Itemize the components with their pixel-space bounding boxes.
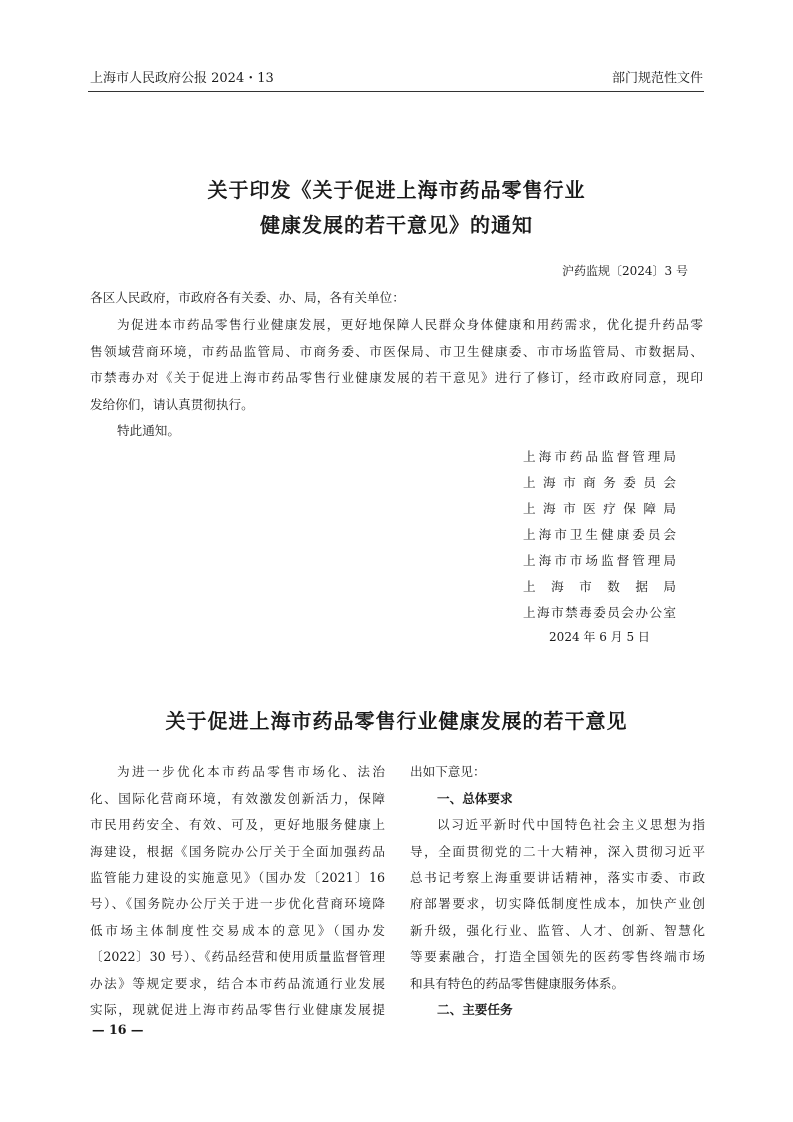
opinions-left-line: 办法》等规定要求，结合本市药品流通行业发展 [90,976,385,991]
signatory: 上海市禁毒委员会办公室 [523,605,676,620]
header-publication: 上海市人民政府公报 2024・13 [90,71,274,86]
opinions-right-line: 出如下意见： [410,764,486,779]
opinions-right-line: 和具有特色的药品零售健康服务体系。 [410,976,625,991]
section-heading: 一、总体要求 [437,791,513,806]
signatory: 上海市药品监督管理局 [523,449,676,464]
notice-title-line-1: 关于印发《关于促进上海市药品零售行业 [207,178,586,202]
opinions-left-line: 监管能力建设的实施意见》（国办发〔2021〕16 [90,870,385,885]
opinions-left-line: 市民用药安全、有效、可及，更好地服务健康上 [90,817,385,832]
page-number: — 16 — [92,1022,144,1037]
signatory: 上海市市场监督管理局 [523,553,676,568]
notice-body-line: 售领域营商环境，市药品监管局、市商务委、市医保局、市卫生健康委、市市场监管局、市数据局、 [90,344,703,359]
notice-title-line-2: 健康发展的若干意见》的通知 [260,213,533,237]
notice-body-line: 市禁毒办对《关于促进上海市药品零售行业健康发展的若干意见》进行了修订，经市政府同意，现印 [90,370,703,385]
opinions-right-line: 以习近平新时代中国特色社会主义思想为指 [437,817,705,832]
opinions-left-line: 低市场主体制度性交易成本的意见》（国办发 [90,923,385,938]
opinions-left-line: 〔2022〕30 号）、《药品经营和使用质量监督管理 [90,949,385,964]
opinions-left-line: 号）、《国务院办公厅关于进一步优化营商环境降 [90,896,385,911]
opinions-left-line: 为进一步优化本市药品零售市场化、法治 [117,764,385,779]
section-heading: 二、主要任务 [437,1002,513,1017]
opinions-right-line: 府部署要求，切实降低制度性成本，加快产业创 [410,896,705,911]
notice-body-line: 为促进本市药品零售行业健康发展，更好地保障人民群众身体健康和用药需求，优化提升药品零 [117,317,703,332]
doc-number: 沪药监规〔2024〕3 号 [562,264,688,278]
closing: 特此通知。 [117,423,180,438]
signatory: 上海市数据局 [523,579,676,594]
opinions-left-line: 实际，现就促进上海市药品零售行业健康发展提 [90,1002,385,1017]
header-category: 部门规范性文件 [611,71,703,86]
signatory: 上海市商务委员会 [523,475,676,490]
opinions-right-line: 等要素融合，打造全国领先的医药零售终端市场 [410,949,705,964]
opinions-right-line: 导，全面贯彻党的二十大精神，深入贯彻习近平 [410,844,705,859]
signatory: 上海市卫生健康委员会 [523,527,676,542]
opinions-right-line: 新升级，强化行业、监管、人才、创新、智慧化 [410,923,705,938]
opinions-left-line: 海建设，根据《国务院办公厅关于全面加强药品 [90,844,385,859]
signatory: 上海市医疗保障局 [523,501,676,516]
opinions-title: 关于促进上海市药品零售行业健康发展的若干意见 [165,709,628,733]
opinions-left-line: 化、国际化营商环境，有效激发创新活力，保障 [90,791,385,806]
notice-body-line: 发给你们，请认真贯彻执行。 [90,397,254,412]
header-divider [88,91,704,92]
opinions-right-line: 总书记考察上海重要讲话精神，落实市委、市政 [410,870,705,885]
addressee: 各区人民政府，市政府各有关委、办、局，各有关单位： [90,290,405,305]
notice-date: 2024 年 6 月 5 日 [549,630,650,644]
